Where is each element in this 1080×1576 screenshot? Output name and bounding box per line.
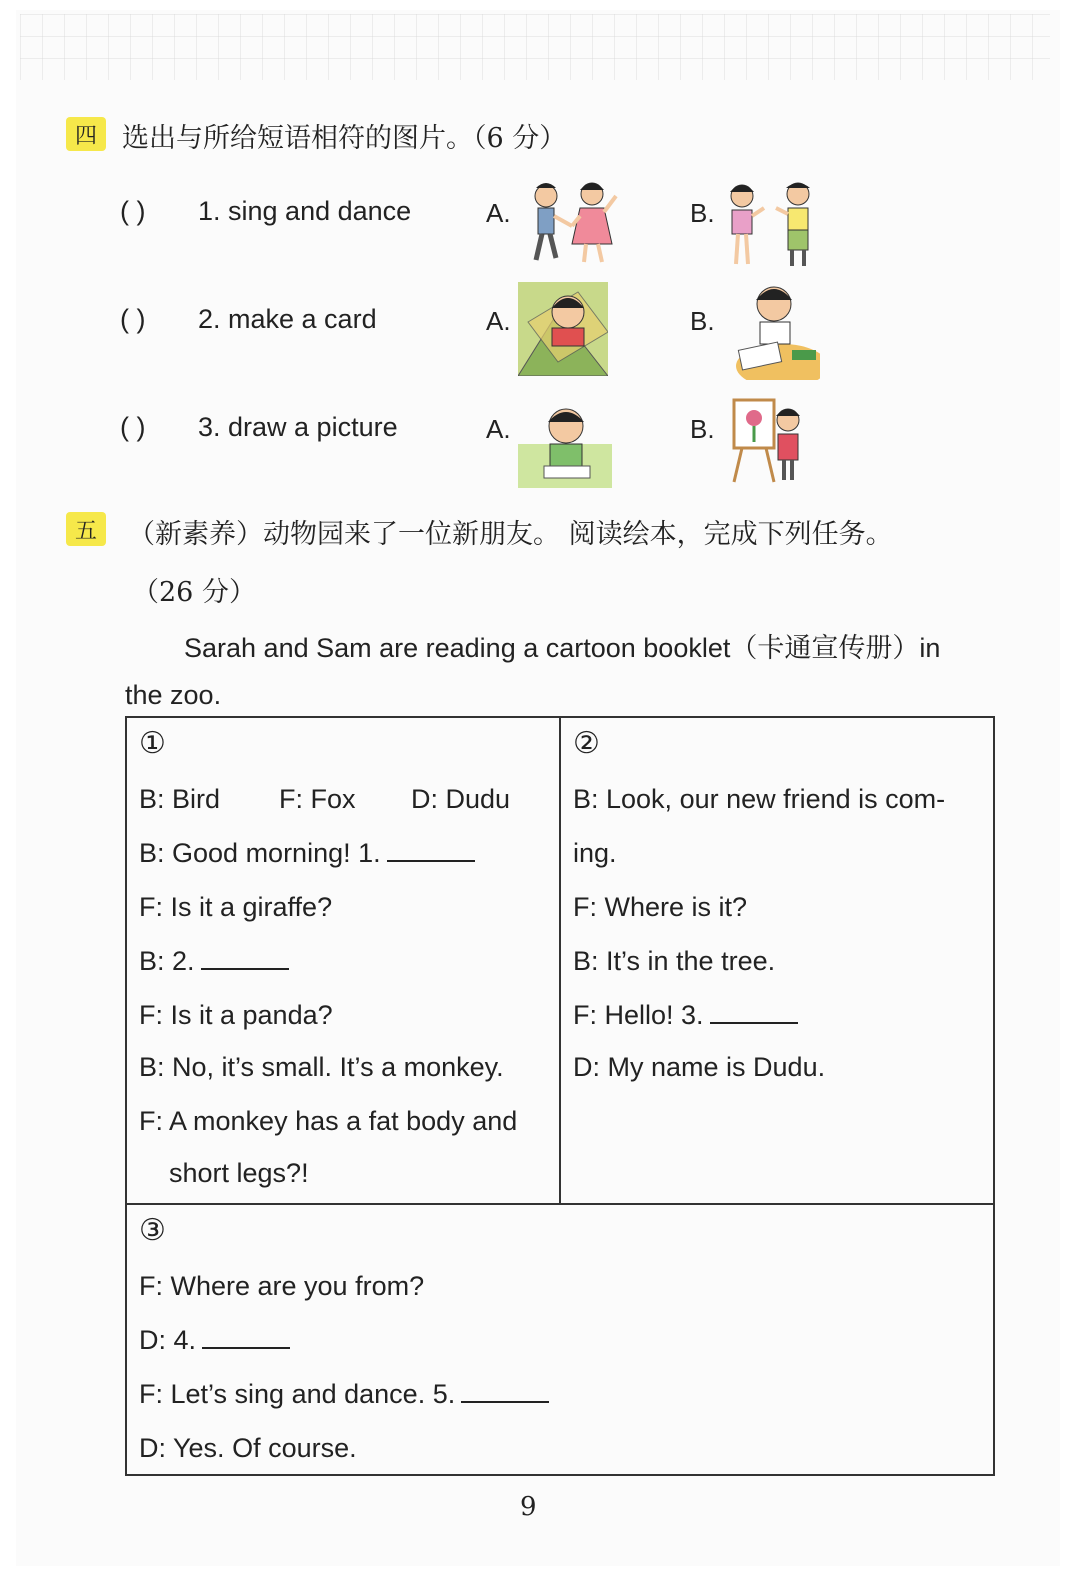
dialog-text: F: Let’s sing and dance. 5.	[139, 1379, 456, 1409]
option-b-label: B.	[690, 414, 715, 444]
dialog-line	[139, 838, 475, 869]
question-2: 2. make a card	[198, 304, 377, 334]
dialog-line	[139, 1325, 290, 1356]
panel-number-1: ①	[139, 726, 166, 761]
top-grid-strip	[20, 14, 1050, 80]
dialog-line: F: Where are you from?	[139, 1271, 425, 1301]
dialog-text: B: 2.	[139, 946, 195, 976]
dialog-line: D: Yes. Of course.	[139, 1433, 357, 1463]
option-b-label: B.	[690, 198, 715, 228]
answer-blank-2[interactable]	[201, 948, 289, 970]
answer-blank-3[interactable]	[710, 1002, 798, 1024]
page-number: 9	[520, 1492, 537, 1522]
dialog-text: D: 4.	[139, 1325, 197, 1355]
option-a-label: A.	[486, 198, 511, 228]
answer-blank-5[interactable]	[461, 1381, 549, 1403]
answer-blank-1[interactable]	[387, 840, 475, 862]
make-card-picture-a[interactable]	[518, 282, 608, 376]
answer-paren-2[interactable]: ( )	[120, 304, 146, 334]
dialog-line: F: Is it a panda?	[139, 1000, 333, 1030]
section4-badge: 四	[66, 117, 106, 151]
role-fox: F: Fox	[279, 784, 356, 814]
dialog-line: B: No, it’s small. It’s a monkey.	[139, 1052, 504, 1082]
question-1: 1. sing and dance	[198, 196, 412, 226]
dialog-line: F: Is it a giraffe?	[139, 892, 333, 922]
option-a-label: A.	[486, 414, 511, 444]
section5-title: （新素养）动物园来了一位新朋友。 阅读绘本，完成下列任务。	[128, 519, 893, 550]
draw-picture-b[interactable]	[728, 394, 804, 486]
panel-3	[126, 1204, 994, 1475]
draw-picture-a[interactable]	[518, 404, 612, 488]
comic-panels-table	[125, 716, 995, 1476]
option-a-label: A.	[486, 306, 511, 336]
dialog-line: short legs?!	[169, 1158, 309, 1188]
answer-paren-1[interactable]: ( )	[120, 196, 146, 226]
dialog-line: F: A monkey has a fat body and	[139, 1106, 518, 1136]
sing-dance-picture-a[interactable]	[516, 178, 620, 268]
answer-blank-4[interactable]	[202, 1327, 290, 1349]
dialog-line	[139, 946, 289, 977]
dialog-text: F: Hello! 3.	[573, 1000, 704, 1030]
dialog-text: B: Good morning! 1.	[139, 838, 381, 868]
question-3: 3. draw a picture	[198, 412, 398, 442]
section4-title: 选出与所给短语相符的图片。（6 分）	[122, 123, 567, 154]
dialog-line: D: My name is Dudu.	[573, 1052, 826, 1082]
dialog-line: B: Look, our new friend is com-	[573, 784, 946, 814]
dialog-line: B: It’s in the tree.	[573, 946, 776, 976]
role-dudu: D: Dudu	[411, 784, 511, 814]
section5-badge: 五	[66, 512, 106, 546]
role-bird: B: Bird	[139, 784, 221, 814]
section5-score: （26 分）	[132, 577, 256, 608]
panel-1	[126, 717, 560, 1204]
story-intro-line2: the zoo.	[125, 680, 222, 710]
panel-number-3: ③	[139, 1213, 166, 1248]
dialog-line	[139, 1379, 549, 1410]
panel-number-2: ②	[573, 726, 600, 761]
dialog-line	[573, 1000, 798, 1031]
panel-2	[560, 717, 994, 1204]
sing-dance-picture-b[interactable]	[722, 178, 822, 270]
make-card-picture-b[interactable]	[722, 280, 820, 380]
story-intro-line1: Sarah and Sam are reading a cartoon booklet（卡通宣传册）in	[184, 633, 941, 663]
answer-paren-3[interactable]: ( )	[120, 412, 146, 442]
dialog-line: ing.	[573, 838, 617, 868]
option-b-label: B.	[690, 306, 715, 336]
dialog-line: F: Where is it?	[573, 892, 748, 922]
